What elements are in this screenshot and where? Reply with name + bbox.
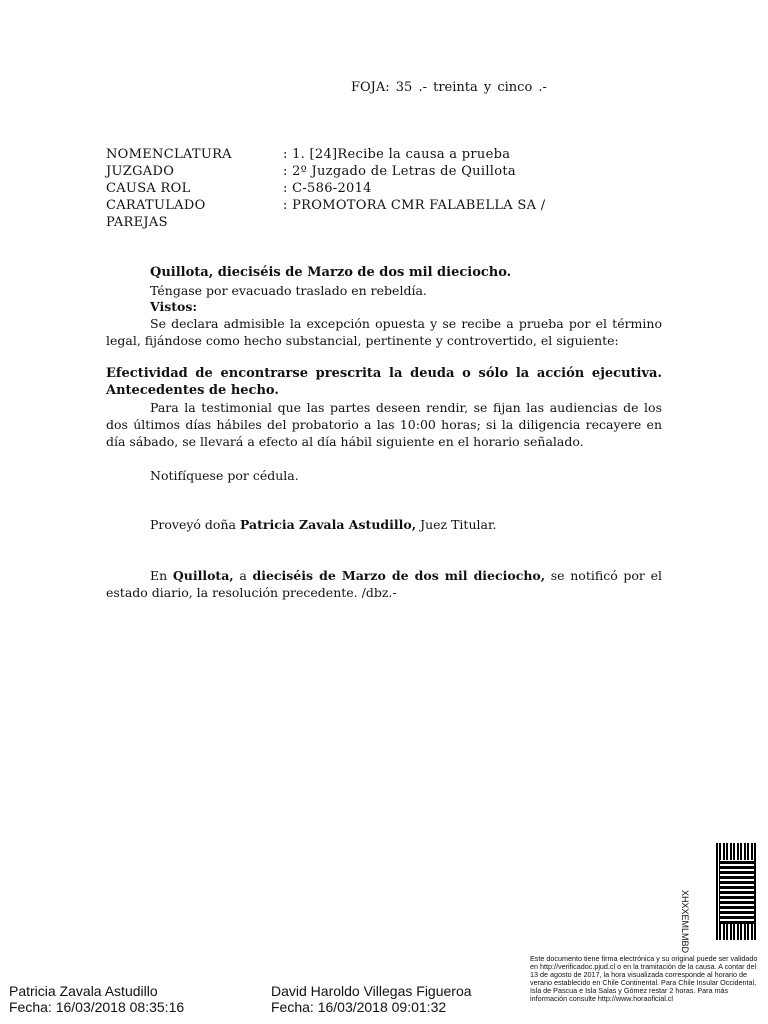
- label-parejas: PAREJAS: [106, 215, 168, 230]
- proveyo-prefix: Proveyó doña: [150, 517, 240, 532]
- notif-rest: se notificó por el estado diario, la resolución precedente. /dbz.-: [106, 568, 662, 600]
- notificacion-paragraph: [106, 567, 662, 601]
- value-nomenclatura: : 1. [24]Recibe la causa a prueba: [283, 147, 511, 162]
- verification-code: XHXXEMLMBD: [680, 890, 690, 954]
- notifiquese-text: Notifíquese por cédula.: [150, 468, 299, 483]
- signature-2-name: David Haroldo Villegas Figueroa: [271, 983, 472, 999]
- value-causa-rol: : C-586-2014: [283, 181, 372, 196]
- label-juzgado: JUZGADO: [106, 164, 175, 179]
- value-juzgado: : 2º Juzgado de Letras de Quillota: [283, 164, 516, 179]
- judge-name: Patricia Zavala Astudillo,: [239, 517, 417, 532]
- notif-place: Quillota,: [172, 568, 234, 583]
- date-line: Quillota, dieciséis de Marzo de dos mil dieciocho.: [150, 265, 512, 280]
- label-causa-rol: CAUSA ROL: [106, 181, 191, 196]
- signature-1-name: Patricia Zavala Astudillo: [9, 983, 158, 999]
- notif-a: a: [233, 568, 253, 583]
- vistos-heading: Vistos:: [150, 299, 198, 314]
- notif-date: dieciséis de Marzo de dos mil dieciocho,: [252, 568, 546, 583]
- proveyo-suffix: Juez Titular.: [416, 517, 497, 532]
- signature-1-date: Fecha: 16/03/2018 08:35:16: [9, 999, 185, 1015]
- tengase-text: Téngase por evacuado traslado en rebeldía.: [150, 283, 427, 298]
- value-caratulado: : PROMOTORA CMR FALABELLA SA /: [283, 198, 546, 213]
- admisible-paragraph: Se declara admisible la excepción opuesta y se recibe a prueba por el término legal, fijándose como hecho substancial, pertinente y controvertido, el siguiente:: [106, 316, 662, 348]
- hecho-paragraph: Efectividad de encontrarse prescrita la deuda o sólo la acción ejecutiva. Antecedentes de hecho.: [106, 366, 662, 398]
- notif-en: En: [150, 568, 173, 583]
- foja-header: FOJA: 35 .- treinta y cinco .-: [351, 80, 547, 95]
- testimonial-paragraph: Para la testimonial que las partes deseen rendir, se fijan las audiencias de los dos últimos días hábiles del probatorio a las 10:00 horas; si la diligencia recayere en día sábado, se llevará a efecto al día hábil siguiente en el horario señalado.: [106, 400, 662, 449]
- label-caratulado: CARATULADO: [106, 198, 206, 213]
- signature-2-date: Fecha: 16/03/2018 09:01:32: [271, 999, 447, 1015]
- proveyo-line: [150, 516, 650, 533]
- electronic-signature-notice: Este documento tiene firma electrónica y su original puede ser validado en http://verificadoc.pjud.cl o en la tramitación de la causa. A contar del 13 de agosto de 2017, la hora visualizada corresponde al horario de verano establecido en Chile Continental. Para Chile Insular Occidental, Isla de Pascua e Isla Salas y Gómez restar 2 horas. Para más información consulte http://www.horaoficial.cl: [530, 954, 758, 1003]
- label-nomenclatura: NOMENCLATURA: [106, 147, 232, 162]
- verification-qr-pattern: [720, 860, 754, 924]
